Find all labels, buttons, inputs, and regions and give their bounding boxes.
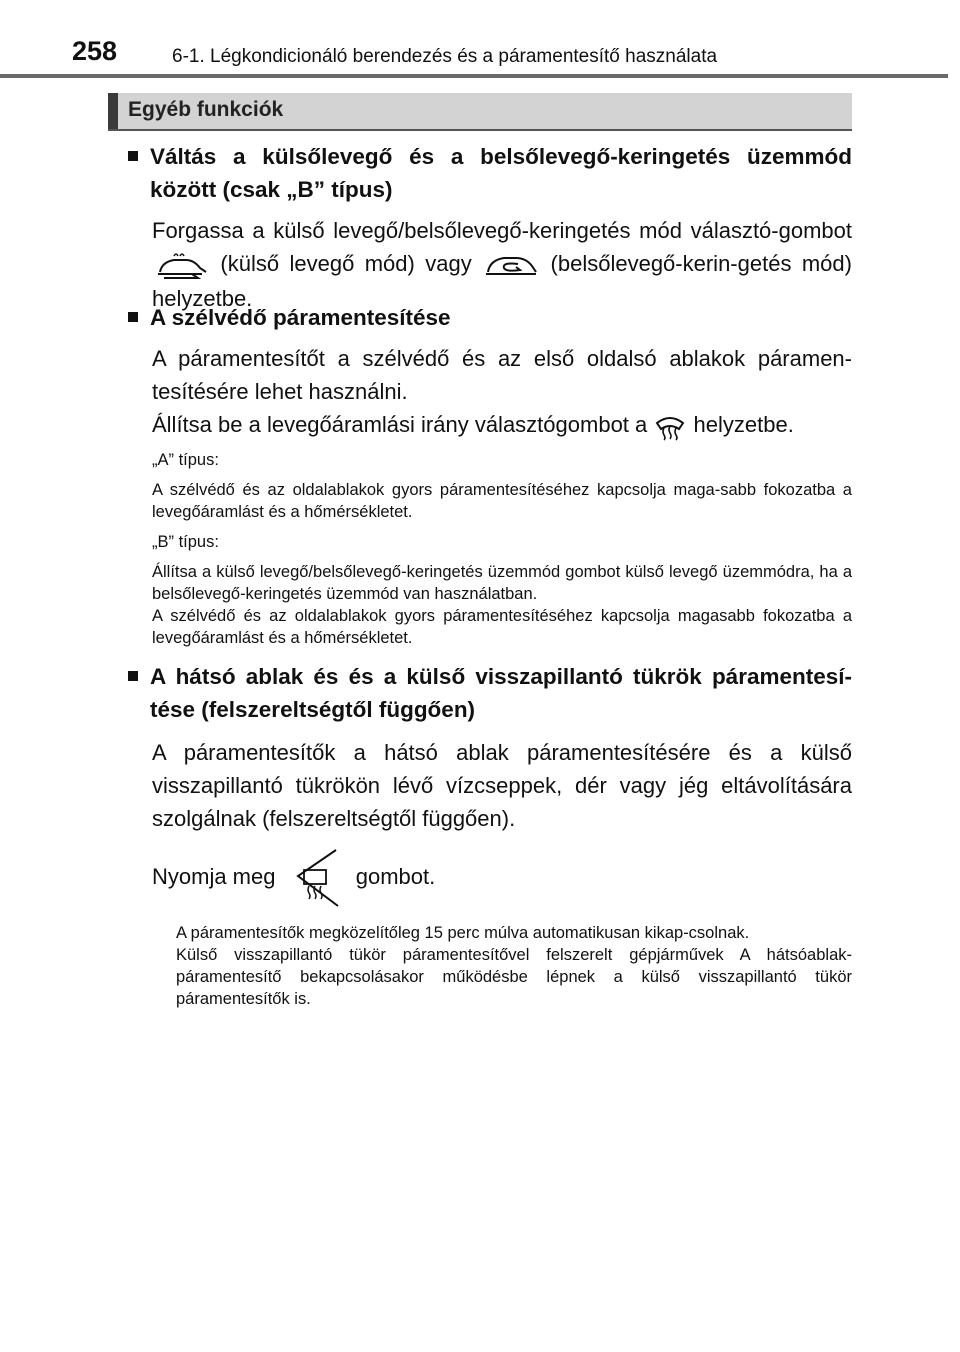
rear-defogger-button-icon [290, 848, 342, 908]
item-heading: A hátsó ablak és és a külső visszapillantó tükrök páramentesí-tése (felszereltségtől függően) [128, 660, 852, 726]
section-header [108, 93, 852, 131]
page-header [0, 30, 960, 78]
type-b-text: A szélvédő és az oldalablakok gyors páramentesítéséhez kapcsolja magasabb fokozatba a levegőáramlást és a hőmérsékletet. [152, 607, 852, 648]
item-rear-defogger [128, 660, 852, 1010]
windshield-defog-icon [653, 411, 687, 441]
item-heading: A szélvédő páramentesítése [128, 301, 852, 334]
section-title: Egyéb funkciók [128, 98, 284, 121]
note-text: A páramentesítők megközelítőleg 15 perc múlva automatikusan kikap-csolnak. [176, 924, 750, 943]
header-rule [0, 74, 948, 78]
outside-air-icon [152, 248, 210, 282]
type-b-text: Állítsa a külső levegő/belsőlevegő-keringetés üzemmód gombot külső levegő üzemmódra, ha a belsőlevegő-keringetés üzemmód van használatban. [152, 563, 852, 604]
type-b-label: „B” típus: [152, 533, 219, 552]
item-body-instruction: Nyomja meg gombot. [152, 847, 852, 908]
type-a-label: „A” típus: [152, 451, 219, 470]
note-text: Külső visszapillantó tükör páramentesítővel felszerelt gépjárművek A hátsóablak-páramentesítő bekapcsolásakor működésbe lépnek a külső visszapillantó tükör páramentesítők is. [176, 946, 852, 1009]
page-number: 258 [72, 36, 118, 66]
chapter-title: 6-1. Légkondicionáló berendezés és a páramentesítő használata [172, 46, 718, 67]
item-air-mode-switch [128, 140, 852, 315]
square-bullet-icon [128, 151, 138, 161]
item-heading: Váltás a külsőlevegő és a belsőlevegő-keringetés üzemmód között (csak „B” típus) [128, 140, 852, 206]
item-body-instruction: Állítsa be a levegőáramlási irány választógombot a helyzetbe. [152, 408, 852, 441]
section-bar [108, 93, 118, 129]
square-bullet-icon [128, 312, 138, 322]
item-body: A páramentesítők a hátsó ablak páramentesítésére és a külső visszapillantó tükrökön lévő vízcseppek, dér vagy jég eltávolítására szolgálnak (felszereltségtől függően). [152, 740, 852, 831]
item-body: Forgassa a külső levegő/belsőlevegő-keringetés mód választó-gombot (külső levegő mód) vagy (belsőlevegő-kerin-getés mód) helyzetbe. [152, 218, 852, 312]
recirculation-icon [482, 248, 540, 282]
item-body: A páramentesítőt a szélvédő és az első oldalsó ablakok páramen-tesítésére lehet használni. [152, 346, 852, 404]
item-windshield-defog [128, 301, 852, 649]
square-bullet-icon [128, 671, 138, 681]
type-a-text: A szélvédő és az oldalablakok gyors páramentesítéséhez kapcsolja maga-sabb fokozatba a levegőáramlást és a hőmérsékletet. [152, 481, 852, 522]
